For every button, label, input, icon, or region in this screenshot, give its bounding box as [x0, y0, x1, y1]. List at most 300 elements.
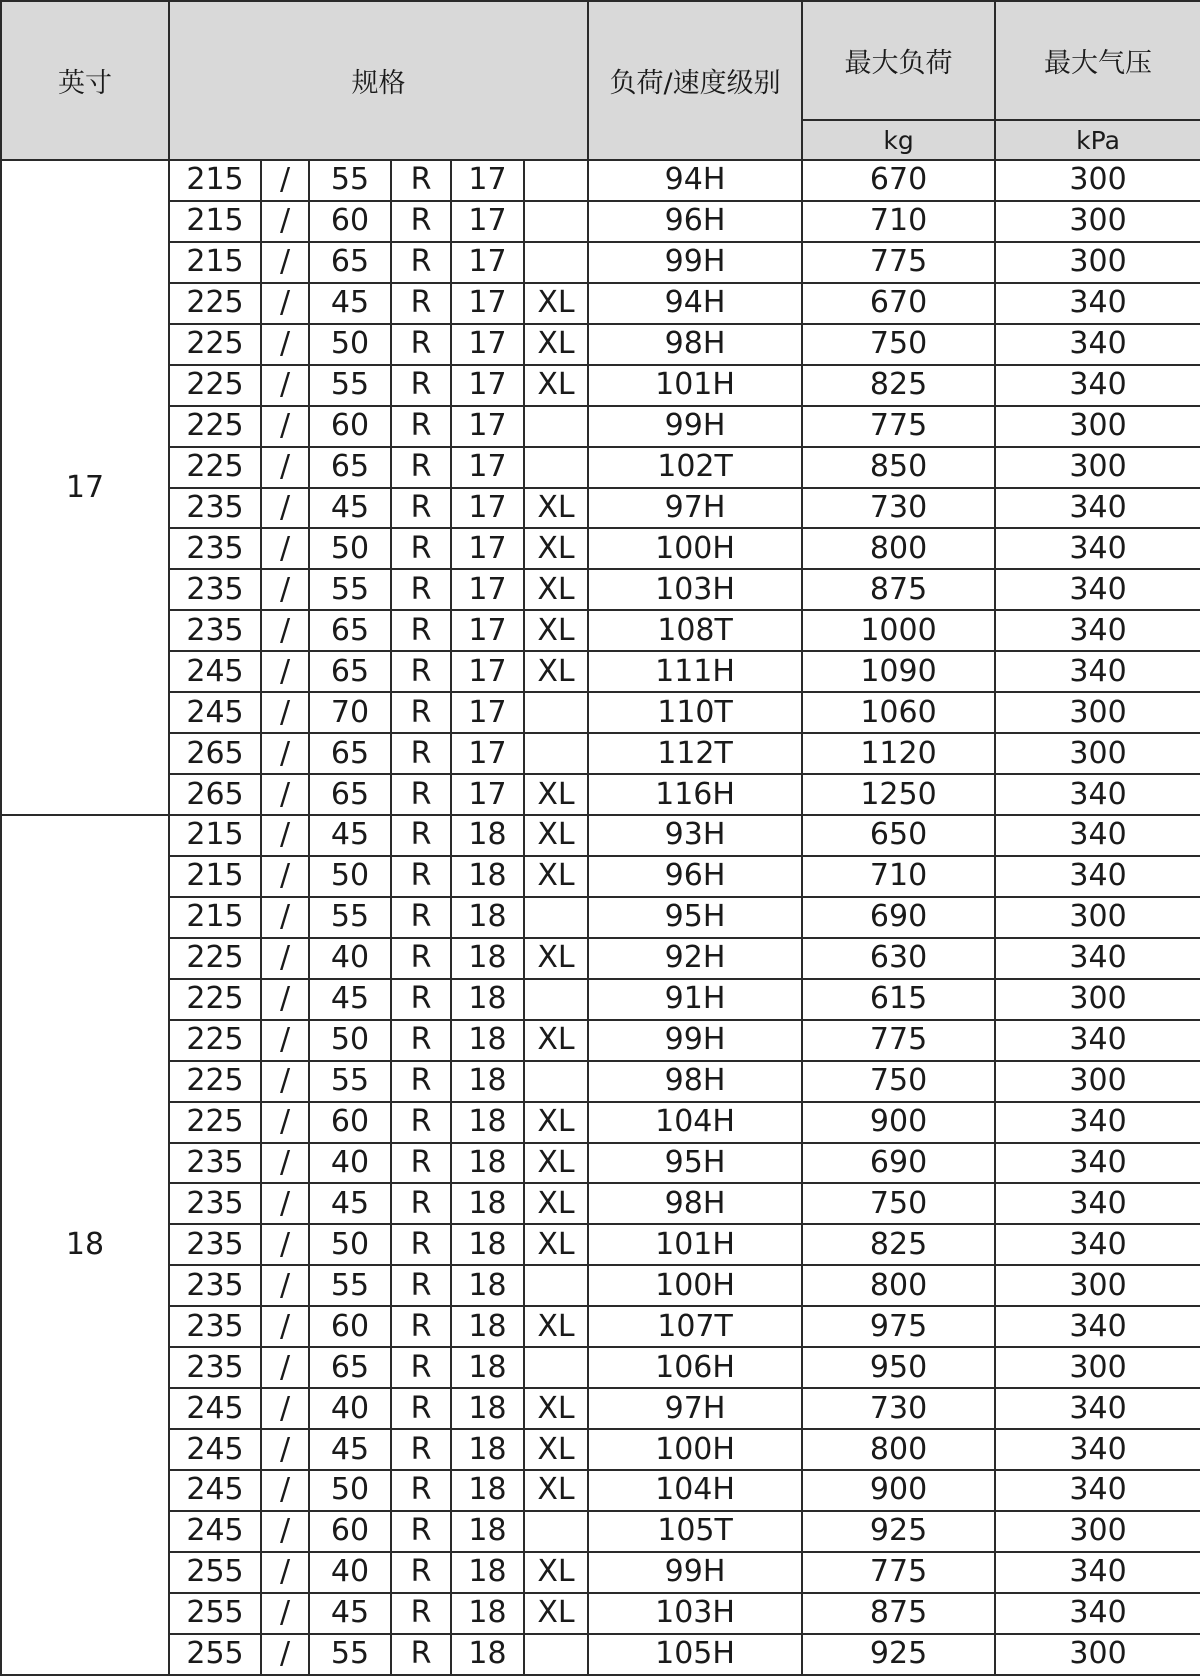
cell-construction: R: [391, 1347, 451, 1388]
table-row: [1, 1265, 1200, 1306]
cell-aspect-ratio: 50: [309, 1020, 391, 1061]
cell-aspect-ratio: 65: [309, 774, 391, 815]
cell-load-speed: 98H: [588, 1061, 802, 1102]
table-row: [1, 979, 1200, 1020]
cell-max-load: 925: [802, 1634, 995, 1675]
cell-max-pressure: 300: [995, 1265, 1200, 1306]
cell-construction: R: [391, 774, 451, 815]
cell-xl-flag: XL: [524, 1306, 588, 1347]
cell-max-pressure: 300: [995, 406, 1200, 447]
table-row: [1, 569, 1200, 610]
cell-xl-flag: XL: [524, 283, 588, 324]
cell-xl-flag: XL: [524, 1224, 588, 1265]
cell-max-load: 690: [802, 1143, 995, 1184]
cell-construction: R: [391, 1388, 451, 1429]
cell-width: 235: [169, 1183, 261, 1224]
table-row: [1, 733, 1200, 774]
cell-max-pressure: 340: [995, 1552, 1200, 1593]
cell-rim-diameter: 18: [451, 897, 524, 938]
cell-width: 235: [169, 488, 261, 529]
cell-separator: /: [261, 1306, 309, 1347]
cell-max-pressure: 340: [995, 1183, 1200, 1224]
header-max-pressure: 最大气压: [995, 1, 1200, 120]
table-row: [1, 897, 1200, 938]
cell-load-speed: 99H: [588, 242, 802, 283]
cell-aspect-ratio: 65: [309, 733, 391, 774]
cell-load-speed: 116H: [588, 774, 802, 815]
table-row: [1, 283, 1200, 324]
table-row: [1, 1020, 1200, 1061]
cell-rim-diameter: 17: [451, 406, 524, 447]
cell-rim-diameter: 17: [451, 365, 524, 406]
cell-aspect-ratio: 45: [309, 488, 391, 529]
header-max-load: 最大负荷: [802, 1, 995, 120]
cell-aspect-ratio: 65: [309, 1347, 391, 1388]
cell-width: 235: [169, 1224, 261, 1265]
cell-load-speed: 100H: [588, 1265, 802, 1306]
cell-separator: /: [261, 242, 309, 283]
cell-xl-flag: XL: [524, 651, 588, 692]
cell-max-load: 975: [802, 1306, 995, 1347]
cell-max-load: 775: [802, 406, 995, 447]
cell-xl-flag: XL: [524, 569, 588, 610]
cell-aspect-ratio: 55: [309, 1265, 391, 1306]
cell-rim-diameter: 17: [451, 242, 524, 283]
table-body: [1, 160, 1200, 1675]
cell-construction: R: [391, 1265, 451, 1306]
table-row: [1, 242, 1200, 283]
cell-rim-diameter: 17: [451, 528, 524, 569]
cell-aspect-ratio: 60: [309, 201, 391, 242]
cell-aspect-ratio: 50: [309, 856, 391, 897]
cell-xl-flag: [524, 897, 588, 938]
cell-load-speed: 97H: [588, 1388, 802, 1429]
table-row: [1, 1593, 1200, 1634]
cell-separator: /: [261, 1552, 309, 1593]
cell-construction: R: [391, 815, 451, 856]
cell-max-pressure: 300: [995, 692, 1200, 733]
cell-width: 255: [169, 1552, 261, 1593]
table-row: [1, 1511, 1200, 1552]
cell-construction: R: [391, 283, 451, 324]
cell-construction: R: [391, 365, 451, 406]
cell-max-load: 775: [802, 1552, 995, 1593]
cell-max-pressure: 300: [995, 979, 1200, 1020]
cell-rim-diameter: 18: [451, 815, 524, 856]
cell-separator: /: [261, 815, 309, 856]
cell-load-speed: 103H: [588, 569, 802, 610]
cell-construction: R: [391, 1634, 451, 1675]
cell-width: 265: [169, 733, 261, 774]
cell-aspect-ratio: 45: [309, 979, 391, 1020]
cell-xl-flag: [524, 1061, 588, 1102]
cell-xl-flag: [524, 1347, 588, 1388]
cell-xl-flag: XL: [524, 1143, 588, 1184]
cell-xl-flag: XL: [524, 1470, 588, 1511]
cell-rim-diameter: 18: [451, 938, 524, 979]
cell-max-load: 615: [802, 979, 995, 1020]
cell-load-speed: 111H: [588, 651, 802, 692]
cell-max-load: 800: [802, 1429, 995, 1470]
table-row: [1, 488, 1200, 529]
cell-inch-group: 17: [1, 160, 169, 815]
cell-rim-diameter: 18: [451, 1224, 524, 1265]
table-row: [1, 1183, 1200, 1224]
cell-separator: /: [261, 447, 309, 488]
cell-separator: /: [261, 160, 309, 201]
cell-separator: /: [261, 1143, 309, 1184]
cell-separator: /: [261, 1593, 309, 1634]
cell-aspect-ratio: 50: [309, 324, 391, 365]
cell-aspect-ratio: 55: [309, 569, 391, 610]
cell-separator: /: [261, 651, 309, 692]
cell-width: 265: [169, 774, 261, 815]
header-spec: 规格: [169, 1, 588, 160]
cell-aspect-ratio: 50: [309, 1470, 391, 1511]
cell-max-pressure: 300: [995, 242, 1200, 283]
table-row: [1, 1552, 1200, 1593]
cell-construction: R: [391, 1102, 451, 1143]
cell-rim-diameter: 17: [451, 160, 524, 201]
cell-load-speed: 98H: [588, 1183, 802, 1224]
cell-width: 225: [169, 1020, 261, 1061]
cell-load-speed: 95H: [588, 897, 802, 938]
cell-aspect-ratio: 60: [309, 1306, 391, 1347]
cell-aspect-ratio: 55: [309, 897, 391, 938]
cell-separator: /: [261, 856, 309, 897]
cell-width: 255: [169, 1593, 261, 1634]
cell-load-speed: 96H: [588, 201, 802, 242]
cell-max-pressure: 340: [995, 610, 1200, 651]
cell-max-load: 630: [802, 938, 995, 979]
cell-load-speed: 103H: [588, 1593, 802, 1634]
cell-max-load: 1250: [802, 774, 995, 815]
cell-construction: R: [391, 528, 451, 569]
cell-max-load: 690: [802, 897, 995, 938]
cell-xl-flag: XL: [524, 1429, 588, 1470]
cell-separator: /: [261, 1470, 309, 1511]
cell-xl-flag: XL: [524, 856, 588, 897]
cell-xl-flag: [524, 1634, 588, 1675]
cell-rim-diameter: 18: [451, 856, 524, 897]
cell-separator: /: [261, 897, 309, 938]
table-row: [1, 1388, 1200, 1429]
cell-max-pressure: 340: [995, 1429, 1200, 1470]
cell-construction: R: [391, 324, 451, 365]
header-inch: 英寸: [1, 1, 169, 160]
cell-construction: R: [391, 1429, 451, 1470]
cell-xl-flag: [524, 1511, 588, 1552]
cell-width: 215: [169, 897, 261, 938]
cell-rim-diameter: 17: [451, 283, 524, 324]
cell-width: 245: [169, 1388, 261, 1429]
cell-load-speed: 102T: [588, 447, 802, 488]
cell-aspect-ratio: 45: [309, 283, 391, 324]
cell-max-load: 730: [802, 488, 995, 529]
cell-separator: /: [261, 1020, 309, 1061]
table-row: [1, 1306, 1200, 1347]
cell-separator: /: [261, 1634, 309, 1675]
cell-width: 225: [169, 1061, 261, 1102]
cell-construction: R: [391, 692, 451, 733]
cell-max-pressure: 340: [995, 1593, 1200, 1634]
cell-load-speed: 99H: [588, 1020, 802, 1061]
cell-xl-flag: [524, 242, 588, 283]
cell-separator: /: [261, 283, 309, 324]
cell-load-speed: 94H: [588, 160, 802, 201]
cell-width: 225: [169, 324, 261, 365]
cell-xl-flag: [524, 406, 588, 447]
cell-max-pressure: 340: [995, 324, 1200, 365]
cell-rim-diameter: 17: [451, 488, 524, 529]
cell-aspect-ratio: 40: [309, 1143, 391, 1184]
cell-width: 235: [169, 528, 261, 569]
cell-xl-flag: XL: [524, 488, 588, 529]
cell-xl-flag: XL: [524, 774, 588, 815]
cell-separator: /: [261, 979, 309, 1020]
cell-width: 245: [169, 1470, 261, 1511]
cell-separator: /: [261, 733, 309, 774]
cell-width: 235: [169, 1306, 261, 1347]
cell-rim-diameter: 18: [451, 1388, 524, 1429]
cell-separator: /: [261, 324, 309, 365]
cell-load-speed: 105T: [588, 1511, 802, 1552]
table-row: [1, 938, 1200, 979]
cell-construction: R: [391, 1224, 451, 1265]
cell-rim-diameter: 17: [451, 692, 524, 733]
cell-separator: /: [261, 610, 309, 651]
cell-construction: R: [391, 979, 451, 1020]
cell-width: 215: [169, 815, 261, 856]
table-row: [1, 856, 1200, 897]
cell-max-load: 950: [802, 1347, 995, 1388]
cell-max-load: 850: [802, 447, 995, 488]
cell-aspect-ratio: 55: [309, 1061, 391, 1102]
cell-load-speed: 99H: [588, 1552, 802, 1593]
cell-load-speed: 91H: [588, 979, 802, 1020]
cell-max-pressure: 300: [995, 201, 1200, 242]
cell-rim-diameter: 18: [451, 1634, 524, 1675]
cell-max-pressure: 340: [995, 938, 1200, 979]
table-row: [1, 406, 1200, 447]
cell-max-load: 800: [802, 1265, 995, 1306]
cell-xl-flag: [524, 201, 588, 242]
cell-max-load: 925: [802, 1511, 995, 1552]
cell-max-load: 1000: [802, 610, 995, 651]
cell-load-speed: 93H: [588, 815, 802, 856]
cell-construction: R: [391, 242, 451, 283]
table-row: [1, 1061, 1200, 1102]
cell-aspect-ratio: 50: [309, 1224, 391, 1265]
cell-rim-diameter: 18: [451, 1552, 524, 1593]
cell-width: 235: [169, 569, 261, 610]
cell-load-speed: 101H: [588, 1224, 802, 1265]
cell-construction: R: [391, 201, 451, 242]
table-row: [1, 1102, 1200, 1143]
cell-max-pressure: 340: [995, 488, 1200, 529]
table-row: [1, 1634, 1200, 1675]
cell-load-speed: 100H: [588, 1429, 802, 1470]
cell-max-load: 900: [802, 1102, 995, 1143]
cell-construction: R: [391, 406, 451, 447]
cell-max-pressure: 340: [995, 1143, 1200, 1184]
cell-aspect-ratio: 55: [309, 365, 391, 406]
table-row: [1, 692, 1200, 733]
cell-construction: R: [391, 160, 451, 201]
cell-load-speed: 98H: [588, 324, 802, 365]
cell-max-load: 730: [802, 1388, 995, 1429]
cell-aspect-ratio: 45: [309, 1429, 391, 1470]
cell-construction: R: [391, 569, 451, 610]
cell-xl-flag: XL: [524, 1388, 588, 1429]
cell-aspect-ratio: 60: [309, 406, 391, 447]
cell-max-pressure: 340: [995, 365, 1200, 406]
cell-width: 225: [169, 979, 261, 1020]
cell-max-load: 1090: [802, 651, 995, 692]
cell-width: 225: [169, 365, 261, 406]
cell-load-speed: 101H: [588, 365, 802, 406]
cell-aspect-ratio: 40: [309, 1388, 391, 1429]
table-row: [1, 1470, 1200, 1511]
cell-xl-flag: XL: [524, 365, 588, 406]
cell-aspect-ratio: 65: [309, 242, 391, 283]
cell-xl-flag: [524, 692, 588, 733]
table-row: [1, 1347, 1200, 1388]
cell-rim-diameter: 18: [451, 1183, 524, 1224]
cell-max-pressure: 300: [995, 1511, 1200, 1552]
cell-max-load: 750: [802, 324, 995, 365]
cell-construction: R: [391, 1306, 451, 1347]
cell-width: 225: [169, 283, 261, 324]
cell-width: 215: [169, 856, 261, 897]
cell-aspect-ratio: 45: [309, 1183, 391, 1224]
cell-separator: /: [261, 1102, 309, 1143]
cell-rim-diameter: 18: [451, 979, 524, 1020]
table-row: [1, 365, 1200, 406]
cell-aspect-ratio: 65: [309, 447, 391, 488]
table-row: [1, 201, 1200, 242]
cell-max-load: 710: [802, 856, 995, 897]
cell-load-speed: 96H: [588, 856, 802, 897]
cell-xl-flag: [524, 979, 588, 1020]
cell-construction: R: [391, 651, 451, 692]
cell-rim-diameter: 18: [451, 1593, 524, 1634]
cell-separator: /: [261, 406, 309, 447]
cell-construction: R: [391, 1593, 451, 1634]
table-row: [1, 610, 1200, 651]
cell-xl-flag: XL: [524, 610, 588, 651]
cell-max-pressure: 340: [995, 1306, 1200, 1347]
cell-construction: R: [391, 1143, 451, 1184]
cell-max-pressure: 340: [995, 1388, 1200, 1429]
cell-construction: R: [391, 1470, 451, 1511]
cell-max-pressure: 300: [995, 733, 1200, 774]
cell-max-load: 875: [802, 1593, 995, 1634]
cell-max-pressure: 300: [995, 160, 1200, 201]
cell-xl-flag: XL: [524, 528, 588, 569]
cell-max-load: 670: [802, 160, 995, 201]
cell-width: 235: [169, 1143, 261, 1184]
cell-max-pressure: 340: [995, 856, 1200, 897]
cell-aspect-ratio: 65: [309, 610, 391, 651]
cell-max-pressure: 340: [995, 569, 1200, 610]
cell-max-pressure: 300: [995, 1061, 1200, 1102]
cell-max-load: 750: [802, 1183, 995, 1224]
cell-xl-flag: XL: [524, 1183, 588, 1224]
cell-separator: /: [261, 528, 309, 569]
cell-width: 215: [169, 160, 261, 201]
cell-construction: R: [391, 856, 451, 897]
cell-max-load: 900: [802, 1470, 995, 1511]
cell-load-speed: 112T: [588, 733, 802, 774]
cell-max-load: 775: [802, 1020, 995, 1061]
cell-separator: /: [261, 1511, 309, 1552]
cell-load-speed: 94H: [588, 283, 802, 324]
cell-xl-flag: [524, 733, 588, 774]
cell-aspect-ratio: 70: [309, 692, 391, 733]
cell-width: 245: [169, 651, 261, 692]
cell-width: 245: [169, 1511, 261, 1552]
cell-width: 235: [169, 610, 261, 651]
cell-separator: /: [261, 1061, 309, 1102]
cell-max-pressure: 300: [995, 1634, 1200, 1675]
cell-max-load: 775: [802, 242, 995, 283]
cell-max-pressure: 340: [995, 1470, 1200, 1511]
cell-width: 225: [169, 447, 261, 488]
cell-xl-flag: XL: [524, 938, 588, 979]
cell-aspect-ratio: 45: [309, 1593, 391, 1634]
cell-construction: R: [391, 1183, 451, 1224]
cell-max-load: 825: [802, 1224, 995, 1265]
cell-construction: R: [391, 1020, 451, 1061]
cell-rim-diameter: 18: [451, 1143, 524, 1184]
cell-aspect-ratio: 55: [309, 160, 391, 201]
table-header: [1, 1, 1200, 160]
cell-rim-diameter: 17: [451, 651, 524, 692]
cell-xl-flag: XL: [524, 1020, 588, 1061]
cell-max-load: 670: [802, 283, 995, 324]
cell-construction: R: [391, 897, 451, 938]
cell-load-speed: 110T: [588, 692, 802, 733]
cell-separator: /: [261, 365, 309, 406]
cell-xl-flag: [524, 447, 588, 488]
cell-max-load: 1060: [802, 692, 995, 733]
cell-max-pressure: 340: [995, 283, 1200, 324]
cell-width: 225: [169, 938, 261, 979]
cell-xl-flag: XL: [524, 1593, 588, 1634]
cell-width: 215: [169, 201, 261, 242]
cell-load-speed: 92H: [588, 938, 802, 979]
cell-max-pressure: 340: [995, 1224, 1200, 1265]
cell-construction: R: [391, 1061, 451, 1102]
cell-rim-diameter: 17: [451, 201, 524, 242]
cell-max-load: 750: [802, 1061, 995, 1102]
cell-load-speed: 97H: [588, 488, 802, 529]
cell-rim-diameter: 17: [451, 610, 524, 651]
table-row: [1, 160, 1200, 201]
cell-width: 235: [169, 1347, 261, 1388]
cell-construction: R: [391, 488, 451, 529]
cell-rim-diameter: 18: [451, 1470, 524, 1511]
cell-aspect-ratio: 40: [309, 1552, 391, 1593]
cell-width: 255: [169, 1634, 261, 1675]
cell-rim-diameter: 17: [451, 733, 524, 774]
cell-max-load: 710: [802, 201, 995, 242]
cell-width: 245: [169, 1429, 261, 1470]
cell-rim-diameter: 18: [451, 1265, 524, 1306]
cell-xl-flag: XL: [524, 324, 588, 365]
cell-load-speed: 106H: [588, 1347, 802, 1388]
